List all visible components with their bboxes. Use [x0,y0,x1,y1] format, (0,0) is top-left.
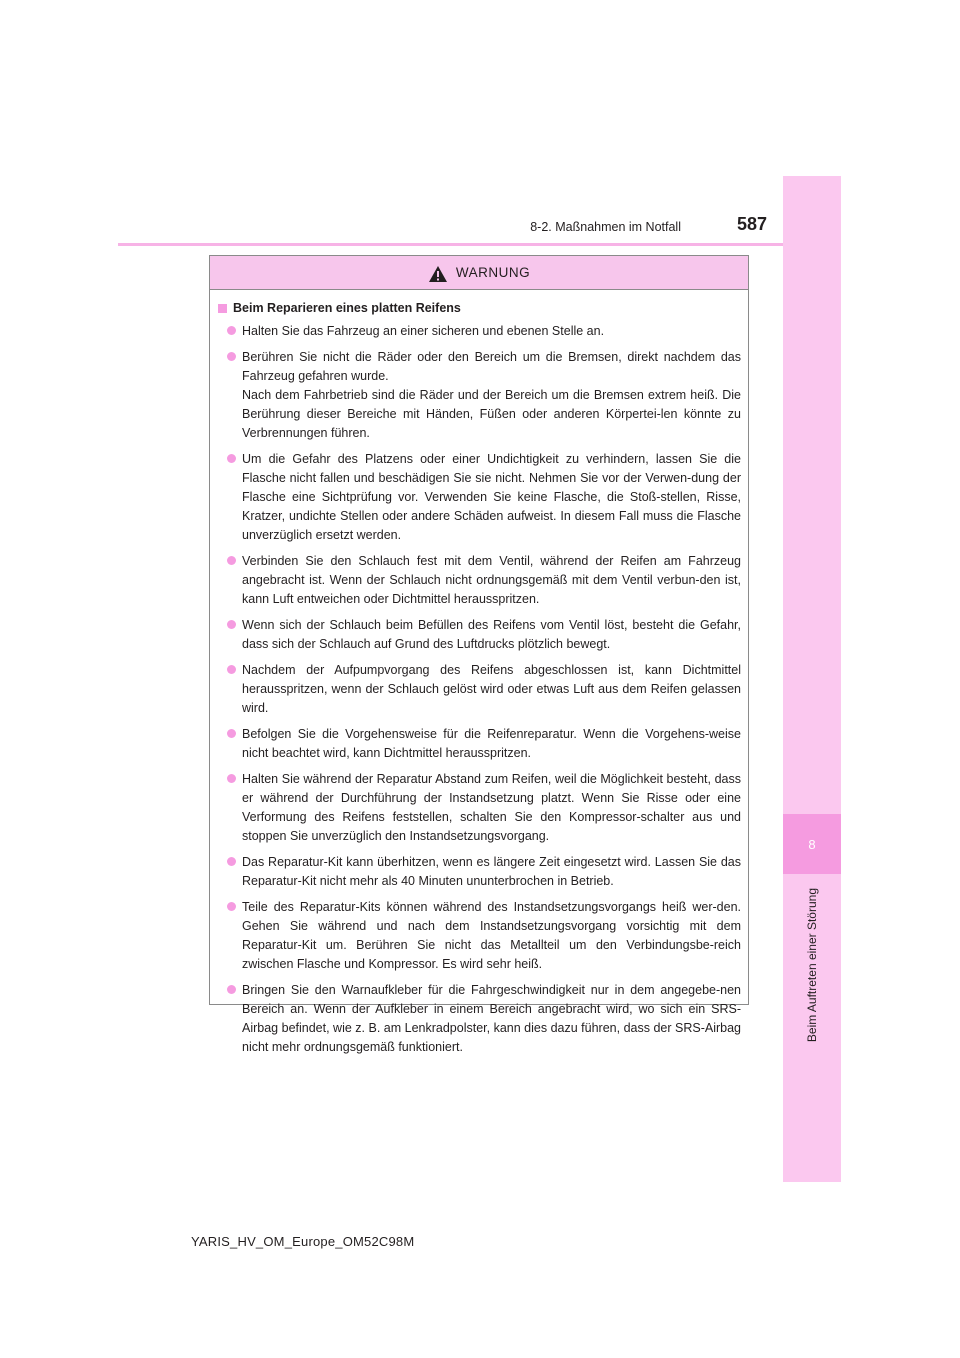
document-id: YARIS_HV_OM_Europe_OM52C98M [191,1234,415,1249]
warning-triangle-icon [428,265,448,283]
warning-bullet-text: Halten Sie während der Reparatur Abstand zum Reifen, weil die Möglichkeit besteht, dass er während der Durchführung der Instandsetzung platzt. Wenn Sie Risse oder eine Verformung des Reifens feststellen, schalten Sie den Kompressor-schalter aus und stoppen Sie unverzüglich den Instandsetzungsvorgang. [242,772,741,843]
warning-bullet-item [218,450,741,545]
warning-bullet-text: Berühren Sie nicht die Räder oder den Bereich um die Bremsen, direkt nachdem das Fahrzeug gefahren wurde. Nach dem Fahrbetrieb sind die Räder und der Bereich um die Bremsen extrem heiß. Die Berührung dieser Bereiche mit Händen, Füßen oder anderen Körpertei-len könnte zu Verbrennungen führen. [242,350,741,440]
bullet-dot-icon [227,556,236,565]
warning-bullet-text: Nachdem der Aufpumpvorgang des Reifens abgeschlossen ist, kann Dichtmittel herausspritzen, wenn der Schlauch gelöst wird oder etwas Luft aus dem Reifen gelassen wird. [242,663,741,715]
warning-bullet-text: Um die Gefahr des Platzens oder einer Undichtigkeit zu verhindern, lassen Sie die Flasche nicht fallen und beschädigen Sie sie nicht. Nehmen Sie vor der Verwen-dung der Flasche eine Sichtprüfung vor. Verwenden Sie keine Flasche, die Stoß-stellen, Risse, Kratzer, undichte Stellen oder andere Schäden aufweist. In diesem Fall muss die Flasche unverzüglich ersetzt werden. [242,452,741,542]
bullet-dot-icon [227,454,236,463]
bullet-dot-icon [227,620,236,629]
warning-bullet-item [218,725,741,763]
warning-bullet-text: Das Reparatur-Kit kann überhitzen, wenn es längere Zeit eingesetzt wird. Lassen Sie das Reparatur-Kit nicht mehr als 40 Minuten ununterbrochen in Betrieb. [242,855,741,888]
warning-bullet-item [218,322,741,341]
warning-bullet-text: Halten Sie das Fahrzeug an einer sicheren und ebenen Stelle an. [242,324,605,338]
warning-bullet-item [218,661,741,718]
warning-bullet-item [218,348,741,443]
header-rule [118,243,783,246]
bullet-dot-icon [227,774,236,783]
warning-bullet-item [218,770,741,846]
bullet-dot-icon [227,326,236,335]
chapter-title-text: Beim Auftreten einer Störung [805,887,819,1043]
warning-box [209,255,749,1054]
bullet-dot-icon [227,985,236,994]
warning-bullet-text: Wenn sich der Schlauch beim Befüllen des Reifens vom Ventil löst, besteht die Gefahr, dass sich der Schlauch auf Grund des Luftdrucks plötzlich bewegt. [242,618,741,651]
warning-bullet-item [218,898,741,974]
bullet-dot-icon [227,665,236,674]
warning-bullet-text: Teile des Reparatur-Kits können während des Instandsetzungsvorgangs heiß wer-den. Gehen Sie während und nach dem Instandsetzungsvorgang vorsichtig mit dem Reparatur-Kit um. Berühren Sie nicht das Metallteil um den Verbindungsbe-reich zwischen Flasche und Kompressor. Es wird sehr heiß. [242,900,741,971]
warning-bullet-item [218,853,741,891]
warning-subheading-text: Beim Reparieren eines platten Reifens [233,301,461,315]
bullet-dot-icon [227,857,236,866]
page-number: 587 [737,214,768,234]
warning-bullet-text: Bringen Sie den Warnaufkleber für die Fahrgeschwindigkeit nur in dem angegebe-nen Bereich an. Wenn der Aufkleber in einem Bereich angebracht wird, wo sich ein SRS-Airbag befindet, wie z. B. am Lenkradpolster, kann dies dazu führen, dass der SRS-Airbag nicht mehr ordnungsgemäß funktioniert. [242,983,741,1054]
warning-subheading [218,301,741,315]
warning-bullet-text: Befolgen Sie die Vorgehensweise für die Reifenreparatur. Wenn die Vorgehens-weise nicht beachtet wird, kann Dichtmittel herausspritzen. [242,727,741,760]
warning-bullet-list [218,322,741,1057]
warning-header [210,256,748,290]
warning-bullet-item [218,981,741,1057]
square-bullet-icon [218,304,227,313]
bullet-dot-icon [227,902,236,911]
warning-bullet-item [218,616,741,654]
warning-body [210,290,748,1057]
chapter-number: 8 [783,814,841,874]
warning-bullet-item [218,552,741,609]
warning-bullet-text: Verbinden Sie den Schlauch fest mit dem Ventil, während der Reifen am Fahrzeug angebracht ist. Wenn der Schlauch nicht ordnungsgemäß mit dem Ventil verbun-den ist, kann Luft entweichen oder Dichtmittel herausspritzen. [242,554,741,606]
chapter-title [780,880,844,1050]
bullet-dot-icon [227,729,236,738]
section-title: 8-2. Maßnahmen im Notfall [530,220,681,234]
warning-title: WARNUNG [455,265,531,280]
bullet-dot-icon [227,352,236,361]
